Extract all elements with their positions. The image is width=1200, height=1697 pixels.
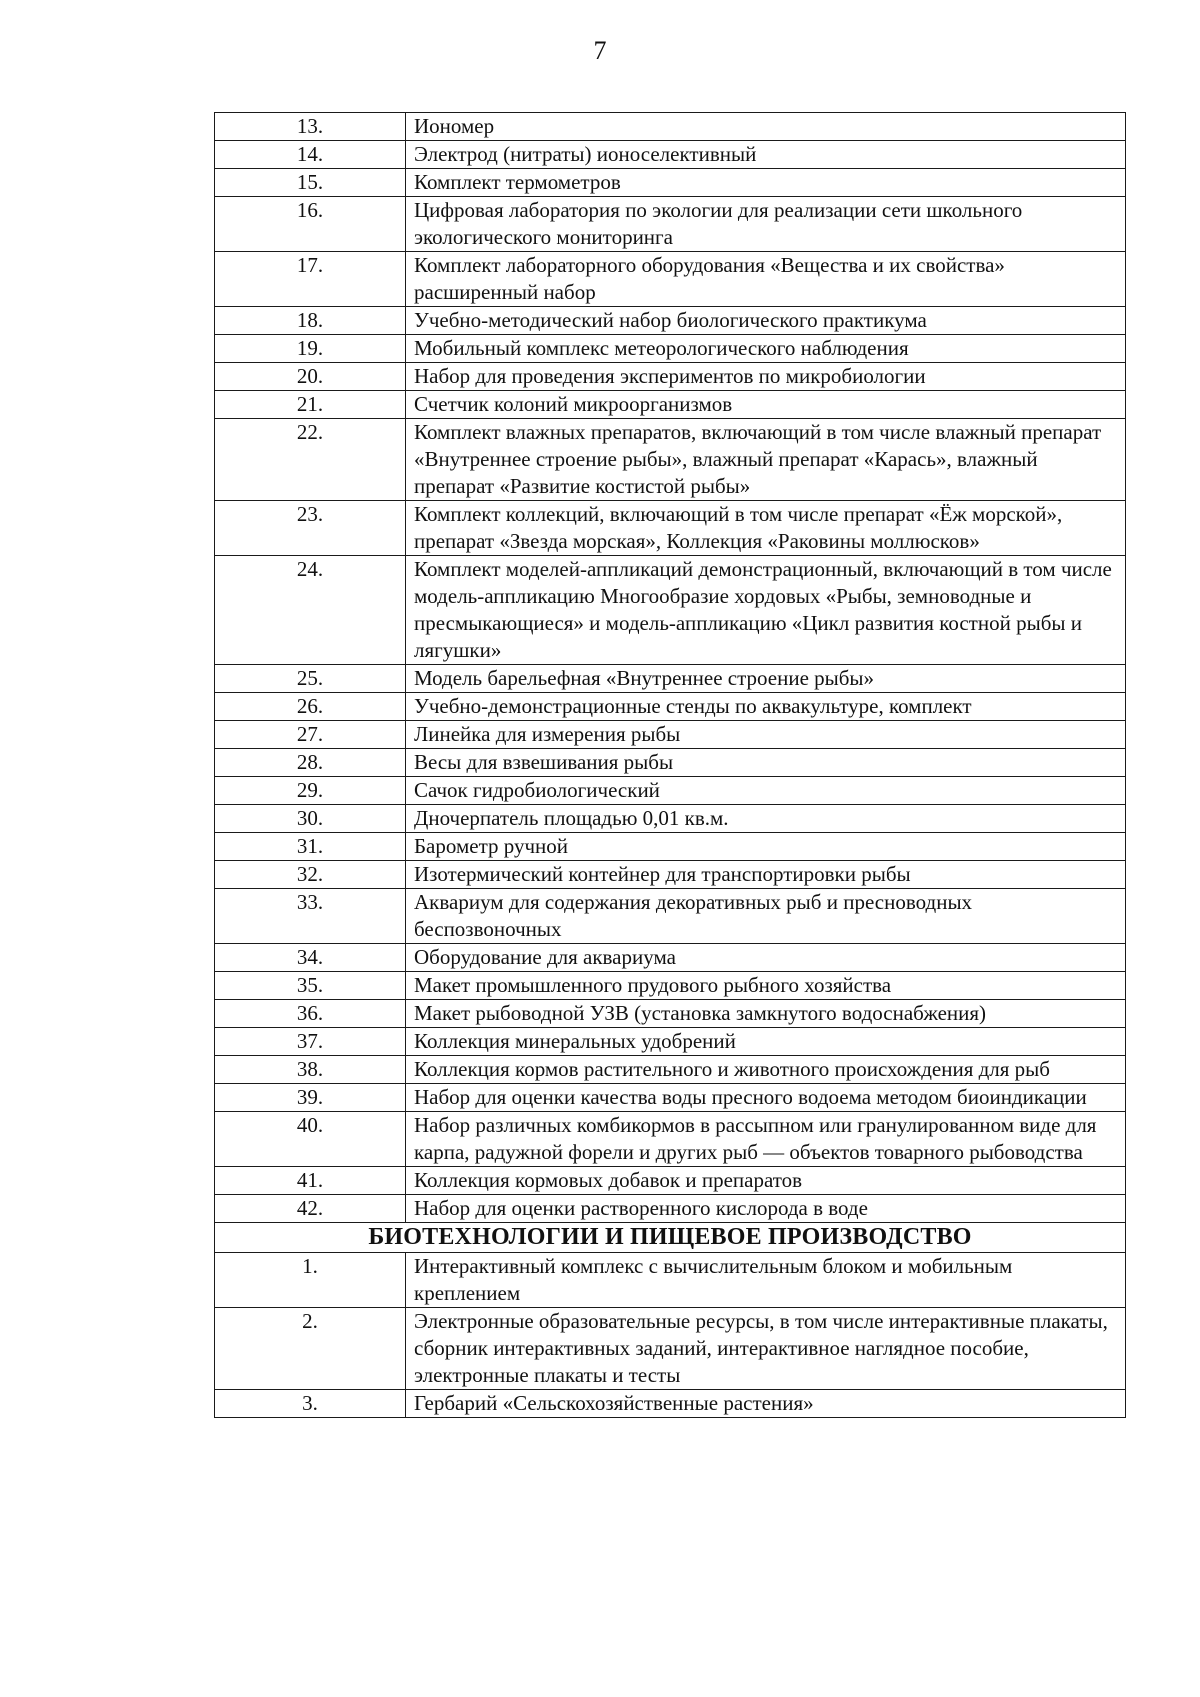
- item-name: Коллекция минеральных удобрений: [406, 1028, 1126, 1056]
- table-row: [215, 777, 1126, 805]
- item-number: 35.: [215, 972, 406, 1000]
- item-name: Изотермический контейнер для транспортировки рыбы: [406, 861, 1126, 889]
- table-row: [215, 1390, 1126, 1418]
- item-number: 40.: [215, 1112, 406, 1167]
- table-row: [215, 1056, 1126, 1084]
- item-name: Комплект лабораторного оборудования «Вещества и их свойства» расширенный набор: [406, 252, 1126, 307]
- table-row: [215, 252, 1126, 307]
- table-row: [215, 749, 1126, 777]
- item-name: Сачок гидробиологический: [406, 777, 1126, 805]
- table-row: [215, 419, 1126, 501]
- item-name: Цифровая лаборатория по экологии для реализации сети школьного экологического мониторинга: [406, 197, 1126, 252]
- item-name: Комплект термометров: [406, 169, 1126, 197]
- section-title: БИОТЕХНОЛОГИИ И ПИЩЕВОЕ ПРОИЗВОДСТВО: [215, 1223, 1126, 1253]
- item-number: 37.: [215, 1028, 406, 1056]
- table-row: [215, 665, 1126, 693]
- table-row: [215, 1308, 1126, 1390]
- item-name: Макет рыбоводной УЗВ (установка замкнутого водоснабжения): [406, 1000, 1126, 1028]
- item-number: 1.: [215, 1253, 406, 1308]
- item-number: 39.: [215, 1084, 406, 1112]
- item-number: 16.: [215, 197, 406, 252]
- item-number: 13.: [215, 113, 406, 141]
- item-number: 30.: [215, 805, 406, 833]
- table-row: [215, 1253, 1126, 1308]
- item-name: Комплект влажных препаратов, включающий в том числе влажный препарат «Внутреннее строение рыбы», влажный препарат «Карась», влажный препарат «Развитие костистой рыбы»: [406, 419, 1126, 501]
- item-name: Интерактивный комплекс с вычислительным блоком и мобильным креплением: [406, 1253, 1126, 1308]
- table-row: [215, 169, 1126, 197]
- equipment-table-body: [215, 113, 1126, 1418]
- table-row: [215, 335, 1126, 363]
- item-name: Барометр ручной: [406, 833, 1126, 861]
- table-row: [215, 113, 1126, 141]
- item-number: 20.: [215, 363, 406, 391]
- item-number: 26.: [215, 693, 406, 721]
- item-name: Комплект коллекций, включающий в том числе препарат «Ёж морской», препарат «Звезда морская», Коллекция «Раковины моллюсков»: [406, 501, 1126, 556]
- section-header-row: [215, 1223, 1126, 1253]
- item-number: 19.: [215, 335, 406, 363]
- item-name: Аквариум для содержания декоративных рыб и пресноводных беспозвоночных: [406, 889, 1126, 944]
- page-number: 7: [593, 36, 607, 65]
- table-row: [215, 972, 1126, 1000]
- item-name: Набор для оценки качества воды пресного водоема методом биоиндикации: [406, 1084, 1126, 1112]
- item-number: 14.: [215, 141, 406, 169]
- item-name: Учебно-демонстрационные стенды по аквакультуре, комплект: [406, 693, 1126, 721]
- item-number: 24.: [215, 556, 406, 665]
- table-row: [215, 861, 1126, 889]
- table-row: [215, 805, 1126, 833]
- item-name: Набор для оценки растворенного кислорода в воде: [406, 1195, 1126, 1223]
- table-row: [215, 693, 1126, 721]
- item-name: Учебно-методический набор биологического практикума: [406, 307, 1126, 335]
- item-name: Весы для взвешивания рыбы: [406, 749, 1126, 777]
- item-number: 2.: [215, 1308, 406, 1390]
- item-number: 17.: [215, 252, 406, 307]
- item-number: 28.: [215, 749, 406, 777]
- item-number: 21.: [215, 391, 406, 419]
- table-row: [215, 833, 1126, 861]
- item-number: 29.: [215, 777, 406, 805]
- table-row: [215, 391, 1126, 419]
- item-number: 38.: [215, 1056, 406, 1084]
- table-row: [215, 141, 1126, 169]
- item-name: Оборудование для аквариума: [406, 944, 1126, 972]
- table-row: [215, 1112, 1126, 1167]
- item-number: 18.: [215, 307, 406, 335]
- item-number: 42.: [215, 1195, 406, 1223]
- table-row: [215, 1028, 1126, 1056]
- item-number: 34.: [215, 944, 406, 972]
- item-name: Коллекция кормовых добавок и препаратов: [406, 1167, 1126, 1195]
- item-name: Набор для проведения экспериментов по микробиологии: [406, 363, 1126, 391]
- item-name: Электрод (нитраты) ионоселективный: [406, 141, 1126, 169]
- equipment-table: [214, 112, 1126, 1418]
- table-row: [215, 721, 1126, 749]
- table-row: [215, 1000, 1126, 1028]
- item-name: Комплект моделей-аппликаций демонстрационный, включающий в том числе модель-аппликацию Многообразие хордовых «Рыбы, земноводные и пресмыкающиеся» и модель-аппликацию «Цикл развития костной рыбы и лягушки»: [406, 556, 1126, 665]
- item-name: Дночерпатель площадью 0,01 кв.м.: [406, 805, 1126, 833]
- table-row: [215, 1195, 1126, 1223]
- table-row: [215, 889, 1126, 944]
- table-row: [215, 1084, 1126, 1112]
- item-number: 27.: [215, 721, 406, 749]
- item-name: Гербарий «Сельскохозяйственные растения»: [406, 1390, 1126, 1418]
- table-row: [215, 307, 1126, 335]
- item-name: Иономер: [406, 113, 1126, 141]
- item-number: 41.: [215, 1167, 406, 1195]
- item-number: 33.: [215, 889, 406, 944]
- item-number: 36.: [215, 1000, 406, 1028]
- item-name: Мобильный комплекс метеорологического наблюдения: [406, 335, 1126, 363]
- table-row: [215, 197, 1126, 252]
- item-name: Набор различных комбикормов в рассыпном или гранулированном виде для карпа, радужной форели и других рыб — объектов товарного рыбоводства: [406, 1112, 1126, 1167]
- item-number: 23.: [215, 501, 406, 556]
- item-number: 22.: [215, 419, 406, 501]
- item-number: 32.: [215, 861, 406, 889]
- item-number: 3.: [215, 1390, 406, 1418]
- table-row: [215, 501, 1126, 556]
- item-number: 25.: [215, 665, 406, 693]
- table-row: [215, 556, 1126, 665]
- table-row: [215, 944, 1126, 972]
- item-number: 15.: [215, 169, 406, 197]
- item-name: Макет промышленного прудового рыбного хозяйства: [406, 972, 1126, 1000]
- table-row: [215, 363, 1126, 391]
- item-name: Счетчик колоний микроорганизмов: [406, 391, 1126, 419]
- item-name: Коллекция кормов растительного и животного происхождения для рыб: [406, 1056, 1126, 1084]
- item-name: Электронные образовательные ресурсы, в том числе интерактивные плакаты, сборник интерактивных заданий, интерактивное наглядное пособие, электронные плакаты и тесты: [406, 1308, 1126, 1390]
- item-number: 31.: [215, 833, 406, 861]
- table-row: [215, 1167, 1126, 1195]
- item-name: Модель барельефная «Внутреннее строение рыбы»: [406, 665, 1126, 693]
- item-name: Линейка для измерения рыбы: [406, 721, 1126, 749]
